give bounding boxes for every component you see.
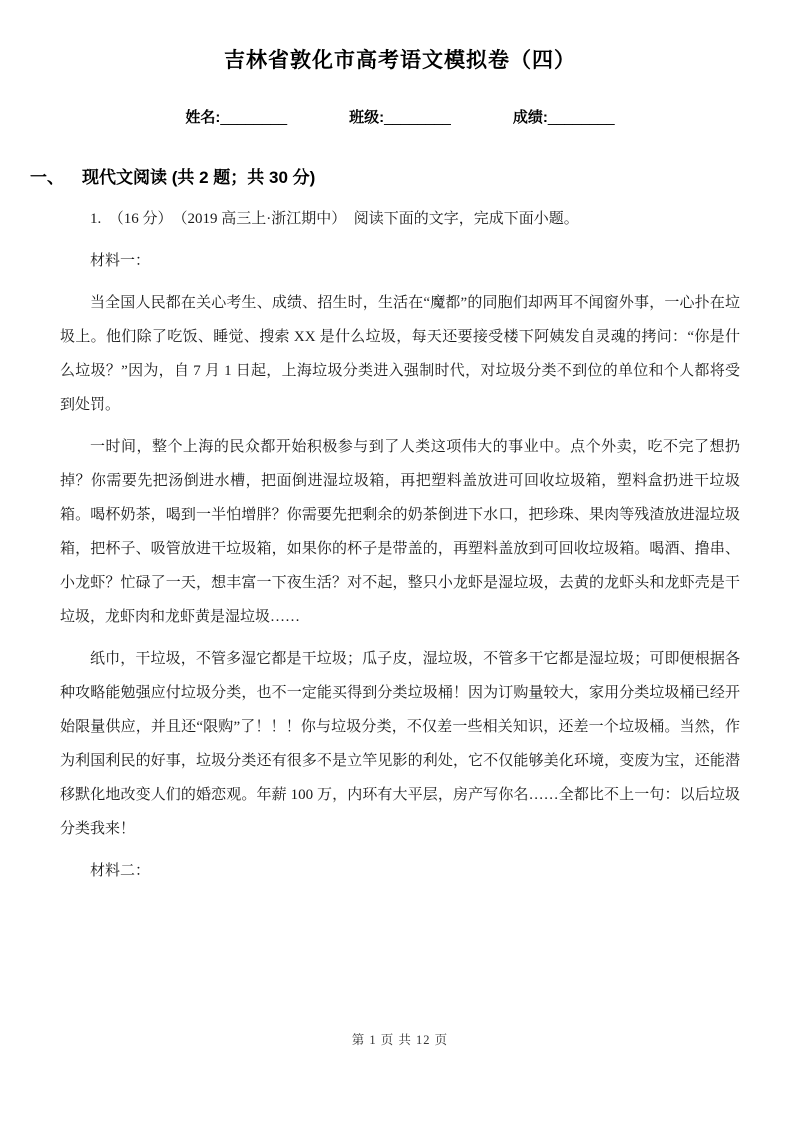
class-field <box>349 106 451 127</box>
section-title: 现代文阅读 (共 2 题；共 30 分) <box>82 168 316 187</box>
material-two-label: 材料二： <box>90 863 151 879</box>
section-number: 一、 <box>30 168 64 187</box>
score-field-blank-line: ________ <box>547 109 615 126</box>
name-field-blank-line: ________ <box>220 109 288 126</box>
section-heading <box>30 163 800 188</box>
material-one-label: 材料一： <box>90 253 151 269</box>
passage-paragraph: 纸巾，干垃圾，不管多湿它都是干垃圾；瓜子皮，湿垃圾，不管多干它都是湿垃圾；可即便根据各种攻略能勉强应付垃圾分类，也不一定能买得到分类垃圾桶！因为订购量较大，家用分类垃圾桶已经开始限量供应，并且还“限购”了！！！你与垃圾分类，不仅差一些相关知识，还差一个垃圾桶。当然，作为利国利民的好事，垃圾分类还有很多不是立竿见影的利处，它不仅能够美化环境，变废为宝，还能潜移默化地改变人们的婚恋观。年薪 100 万，内环有大平层，房产写你名……全都比不上一句：以后垃圾分类我来！ <box>60 651 740 837</box>
score-field-label: 成绩: <box>512 109 548 126</box>
name-field-label: 姓名: <box>185 109 221 126</box>
class-field-blank-line: ________ <box>384 109 451 126</box>
page-title: 吉林省敦化市高考语文模拟卷（四） <box>224 49 576 72</box>
score-field <box>513 106 615 127</box>
student-info-row <box>0 106 800 127</box>
passage-paragraph: 当全国人民都在关心考生、成绩、招生时，生活在“魔都”的同胞们却两耳不闻窗外事，一心扑在垃圾上。他们除了吃饭、睡觉、搜索 XX 是什么垃圾，每天还要接受楼下阿姨发自灵魂的拷问：“你是什么垃圾？”因为，自 7 月 1 日起，上海垃圾分类进入强制时代，对垃圾分类不到位的单位和个人都将受到处罚。 <box>60 295 740 413</box>
page-number-footer: 第 1 页 共 12 页 <box>351 1033 449 1047</box>
class-field-label: 班级: <box>349 109 385 126</box>
reading-passage <box>60 202 740 888</box>
question-intro: 1. （16 分） （2019 高三上·浙江期中） 阅读下面的文字，完成下面小题。 <box>90 211 579 227</box>
passage-paragraph: 一时间，整个上海的民众都开始积极参与到了人类这项伟大的事业中。点个外卖，吃不完了想扔掉？你需要先把汤倒进水槽，把面倒进湿垃圾箱，再把塑料盖放进可回收垃圾箱，塑料盒扔进干垃圾箱。喝杯奶茶，喝到一半怕增胖？你需要先把剩余的奶茶倒进下水口，把珍珠、果肉等残渣放进湿垃圾箱，把杯子、吸管放进干垃圾箱，如果你的杯子是带盖的，再塑料盖放到可回收垃圾箱。喝酒、撸串、小龙虾？忙碌了一天，想丰富一下夜生活？对不起，整只小龙虾是湿垃圾，去黄的龙虾头和龙虾壳是干垃圾，龙虾肉和龙虾黄是湿垃圾…… <box>60 439 740 625</box>
name-field <box>185 106 287 127</box>
